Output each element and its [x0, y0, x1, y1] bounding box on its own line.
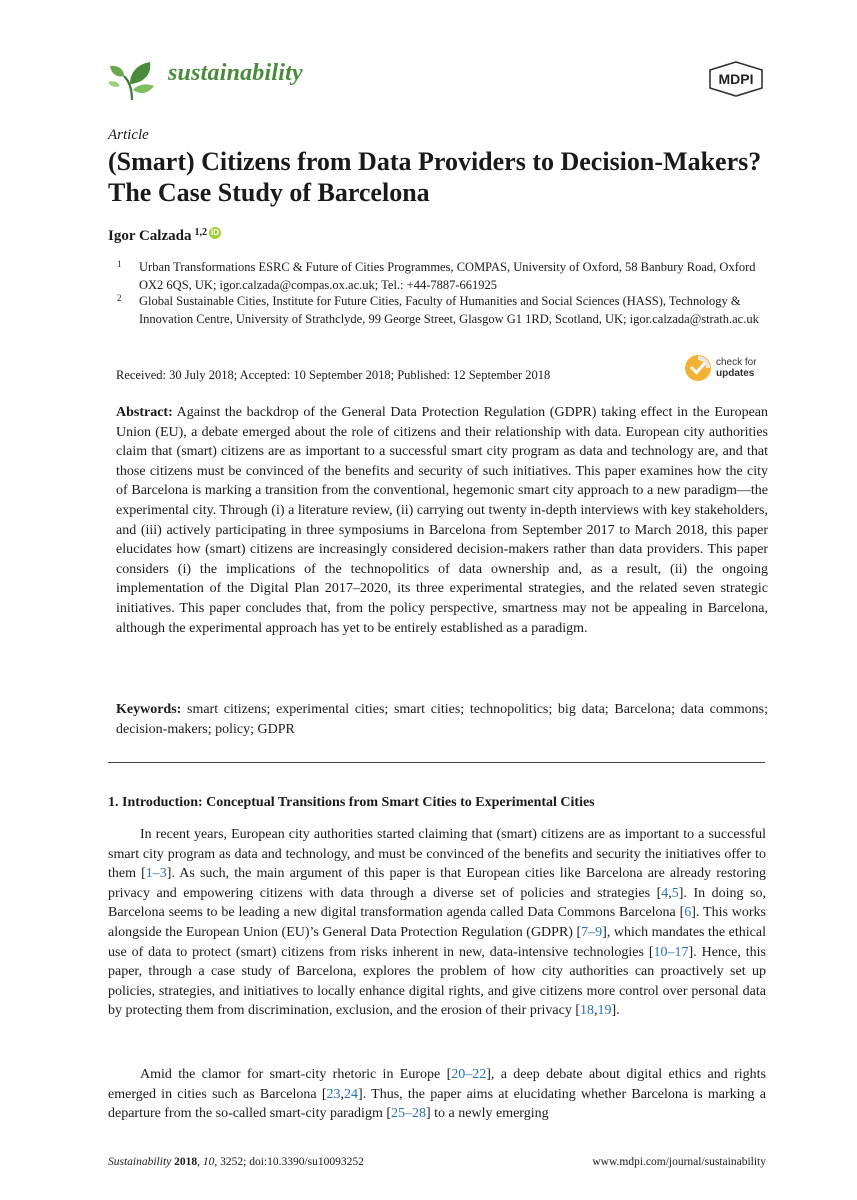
citation-link[interactable]: 25–28 [391, 1106, 426, 1122]
citation-link[interactable]: 4 [661, 885, 669, 901]
section-heading: 1. Introduction: Conceptual Transitions from Smart Cities to Experimental Cities [108, 795, 595, 810]
author-affiliation-marks: 1,2 [194, 227, 207, 238]
abstract-text: Against the backdrop of the General Data Protection Regulation (GDPR) taking effect in the European Union (EU), a debate emerged about the role of citizens and their relationship with data. European city authorities claim that (smart) citizens are as important to a successful smart city program as data and technology are, and that those citizens must be convinced of the benefits and security of such initiatives. This paper examines how the city of Barcelona is marking a transition from the conventional, hegemonic smart city approach to a new paradigm—the experimental city. Through (i) a literature review, (ii) carrying out twenty in-depth interviews with key stakeholders, and (iii) actively participating in three symposiums in Barcelona from September 2017 to March 2018, this paper elucidates how (smart) citizens are increasingly considered decision-makers rather than data providers. This paper considers (i) the implications of the technopolitics of data ownership and, as a result, (ii) the ongoing implementation of the Digital Plan 2017–2020, its three experimental strategies, and the related seven strategic initiatives. This paper concludes that, from the policy perspective, smartness may not be appealing in Barcelona, although the experimental approach has yet to be entirely established as a paradigm. [116, 405, 768, 636]
body-paragraph-2: Amid the clamor for smart-city rhetoric in Europe [20–22], a deep debate about digital ethics and rights emerged in cities such as Barcelona [23,24]. Thus, the paper aims at elucidating whether Barcelona is marking a departure from the so-called smart-city paradigm [25–28] to a newly emerging [108, 1067, 767, 1122]
keywords-label: Keywords: [116, 702, 182, 717]
citation-link[interactable]: 18 [580, 1003, 594, 1019]
footer-citation: Sustainability 2018, 10, 3252; doi:10.3390/su10093252 [108, 1156, 364, 1168]
publication-dates: Received: 30 July 2018; Accepted: 10 September 2018; Published: 12 September 2018 [116, 368, 551, 382]
keywords-text: smart citizens; experimental cities; smart cities; technopolitics; big data; Barcelona; data commons; decision-makers; policy; GDPR [116, 702, 768, 737]
citation-link[interactable]: 24 [344, 1086, 359, 1102]
leaf-sprout-icon [108, 56, 158, 102]
footer-year: 2018 [174, 1156, 198, 1168]
journal-name: sustainability [168, 60, 303, 86]
citation-link[interactable]: 19 [597, 1003, 612, 1019]
affiliation-text: Urban Transformations ESRC & Future of Cities Programmes, COMPAS, University of Oxford, 58 Banbury Road, Oxford OX2 6QS, UK; igor.calzada@compas.ox.ac.uk; Tel.: +44-7887-661925 [139, 260, 756, 292]
footer-journal: Sustainability [108, 1156, 172, 1168]
footer-url[interactable]: www.mdpi.com/journal/sustainability [592, 1156, 766, 1168]
affiliation-text: Global Sustainable Cities, Institute for Future Cities, Faculty of Humanities and Social Sciences (HASS), Technology & Innovation Centre, University of Strathclyde, 99 George Street, Glasgow G1 1RD, Scotland, UK; igor.calzada@strath.ac.uk [139, 294, 759, 326]
citation-link[interactable]: 10–17 [653, 944, 689, 960]
citation-link[interactable]: 5 [671, 885, 679, 901]
abstract [116, 403, 768, 638]
author-name: Igor Calzada [108, 228, 192, 244]
orcid-icon[interactable]: iD [210, 227, 219, 237]
footer-volume: 10 [202, 1156, 215, 1168]
footer-doi: , 3252; doi:10.3390/su10093252 [214, 1156, 364, 1168]
check-for-updates-badge[interactable] [684, 352, 774, 384]
abstract-label: Abstract: [116, 405, 173, 420]
section-divider [108, 762, 765, 763]
citation-link[interactable]: 23 [326, 1086, 341, 1102]
citation-link[interactable]: 7–9 [581, 924, 603, 940]
citation-link[interactable]: 6 [684, 905, 692, 921]
body-paragraph-1: In recent years, European city authorities started claiming that (smart) citizens are as important to a successful smart city program as data and technology, and must be convinced of the benefits and security the initiatives offer to them [1–3]. As such, the main argument of this paper is that European cities like Barcelona are already restoring privacy and empowering citizens with data through a diverse set of policies and strategies [4,5]. In doing so, Barcelona seems to be leading a new digital transformation agenda called Data Commons Barcelona [6]. This works alongside the European Union (EU)’s General Data Protection Regulation (GDPR) [7–9], which mandates the ethical use of data to protect (smart) citizens from risks inherent in new, data-intensive technologies [10–17]. Hence, this paper, through a case study of Barcelona, explores the problem of how city authorities can proactively set up policies, strategies, and initiatives to locally enhance digital rights, and give citizens more control over personal data by protecting them from discrimination, exclusion, and the erosion of their privacy [18,19]. [108, 827, 766, 1019]
check-line-2: updates [716, 368, 755, 379]
citation-link[interactable]: 1–3 [145, 866, 167, 882]
affiliation-number: 2 [117, 293, 122, 303]
article-type: Article [108, 127, 149, 143]
check-line-1: check for [716, 357, 757, 368]
mdpi-logo [706, 60, 766, 98]
keywords [116, 700, 768, 739]
author-line [108, 228, 221, 245]
affiliation-number: 1 [117, 259, 122, 269]
publisher-name: MDPI [718, 71, 754, 87]
citation-link[interactable]: 20–22 [451, 1067, 487, 1082]
article-title: (Smart) Citizens from Data Providers to Decision-Makers? The Case Study of Barcelona [108, 147, 762, 207]
check-updates-icon [684, 354, 712, 382]
